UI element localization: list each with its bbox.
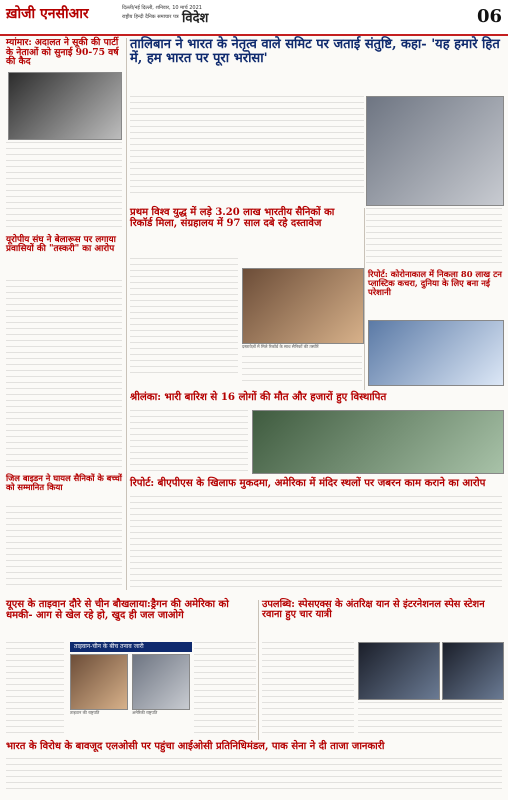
headline-baps: रिपोर्ट: बीएपीएस के खिलाफ मुकदमा, अमेरिका में मंदिर स्थलों पर जबरन काम कराने का आरोप [130,477,486,489]
photo-taiwan-president [70,654,128,710]
sri-lanka-body-left [130,410,248,472]
headline-sri-lanka: श्रीलंका: भारी बारिश से 16 लोगों की मौत और हजारों हुए विस्थापित [130,391,387,403]
top-story [130,38,502,92]
top-story-body [130,96,364,196]
brand-title: ख़ोजी एनसीआर [6,6,89,22]
spacex-body-left [262,642,354,738]
photo-sri-lanka [252,410,504,474]
caption-taiwan: ताइवान की राष्ट्रपति [70,710,100,715]
masthead [0,0,508,36]
column-rule-mid [364,208,365,390]
photo-world-war [242,268,364,344]
top-headline: तालिबान ने भारत के नेतृत्व वाले समिट पर जताई संतुष्टि, कहा- 'यह हमारे हित में, हम भारत पर पूरा भरोसा' [130,37,500,66]
headline-plastic: रिपोर्ट: कोरोनाकाल में निकला 80 लाख टन प्लास्टिक कचरा, दुनिया के लिए बना नई परेशानी [368,269,502,297]
spacex-body-right [358,702,502,738]
headline-jill-biden: जिल बाइडन ने घायल सैनिकों के बच्चों को सम्मानित किया [6,473,122,492]
mid-headline: प्रथम विश्व युद्ध में लड़े 3.20 लाख भारतीय सैनिकों का रिकॉर्ड मिला, संग्रहालय में 97 साल दबे रहे दस्तावेज [130,207,335,229]
photo-spacex-2 [442,642,504,700]
caption-us: अमेरिकी राष्ट्रपति [132,710,158,715]
taiwan-body-right [194,642,256,738]
headline-eu: यूरोपीय संघ ने बेलारूस पर लगाया प्रवासियों की "तस्करी" का आरोप [6,235,116,255]
tagline: राष्ट्रीय हिन्दी दैनिक समाचार पत्र [122,14,179,20]
headline-taiwan: यूएस के ताइवान दौरे से चीन बौखलाया:ड्रैगन की अमेरिका को धमकी- आग से खेल रहे हो, खुद ही जल जाओगे [6,599,229,621]
section-title: विदेश [182,11,209,26]
date-line: दिल्ली/नई दिल्ली, शनिवार, 10 मार्च 2021 [122,5,202,11]
baps-body [130,496,502,590]
headline-myanmar: म्यांमार: अदालत ने सूकी की पार्टी के नेताओं को सुनाई 90-75 वर्ष की कैद [6,37,119,68]
headline-ioc: भारत के विरोध के बावजूद एलओसी पर पहुंचा आईओसी प्रतिनिधिमंडल, पाक सेना ने दी ताजा जानकारी [6,741,385,752]
photo-caption-world-war: दस्तावेज़ों में मिले रिकॉर्ड के साथ सैनिकों की तस्वीरें [242,344,319,349]
photo-taliban [366,96,504,206]
page-number: 06 [476,6,502,27]
subhead-bar: ताइवान-चीन के बीच तनाव जारी [70,642,192,652]
photo-myanmar [8,72,122,140]
column-rule-lower [258,600,259,740]
photo-us-president [132,654,190,710]
ioc-body [6,758,502,794]
left-column [6,38,122,590]
photo-spacex-1 [358,642,440,700]
headline-spacex: उपलब्धि: स्पेसएक्स के अंतरिक्ष यान से इंटरनेशनल स्पेस स्टेशन रवाना हुए चार यात्री [262,599,485,621]
article-body-jill-biden [6,506,122,590]
article-body-myanmar [6,142,122,230]
article-body-eu [6,280,122,470]
taiwan-body-left [6,642,64,738]
mid-story-body-right [242,356,362,386]
column-rule-left [126,38,127,590]
photo-plastic [368,320,504,386]
top-story-body-right [366,208,502,268]
mid-story-body-left [130,258,238,378]
